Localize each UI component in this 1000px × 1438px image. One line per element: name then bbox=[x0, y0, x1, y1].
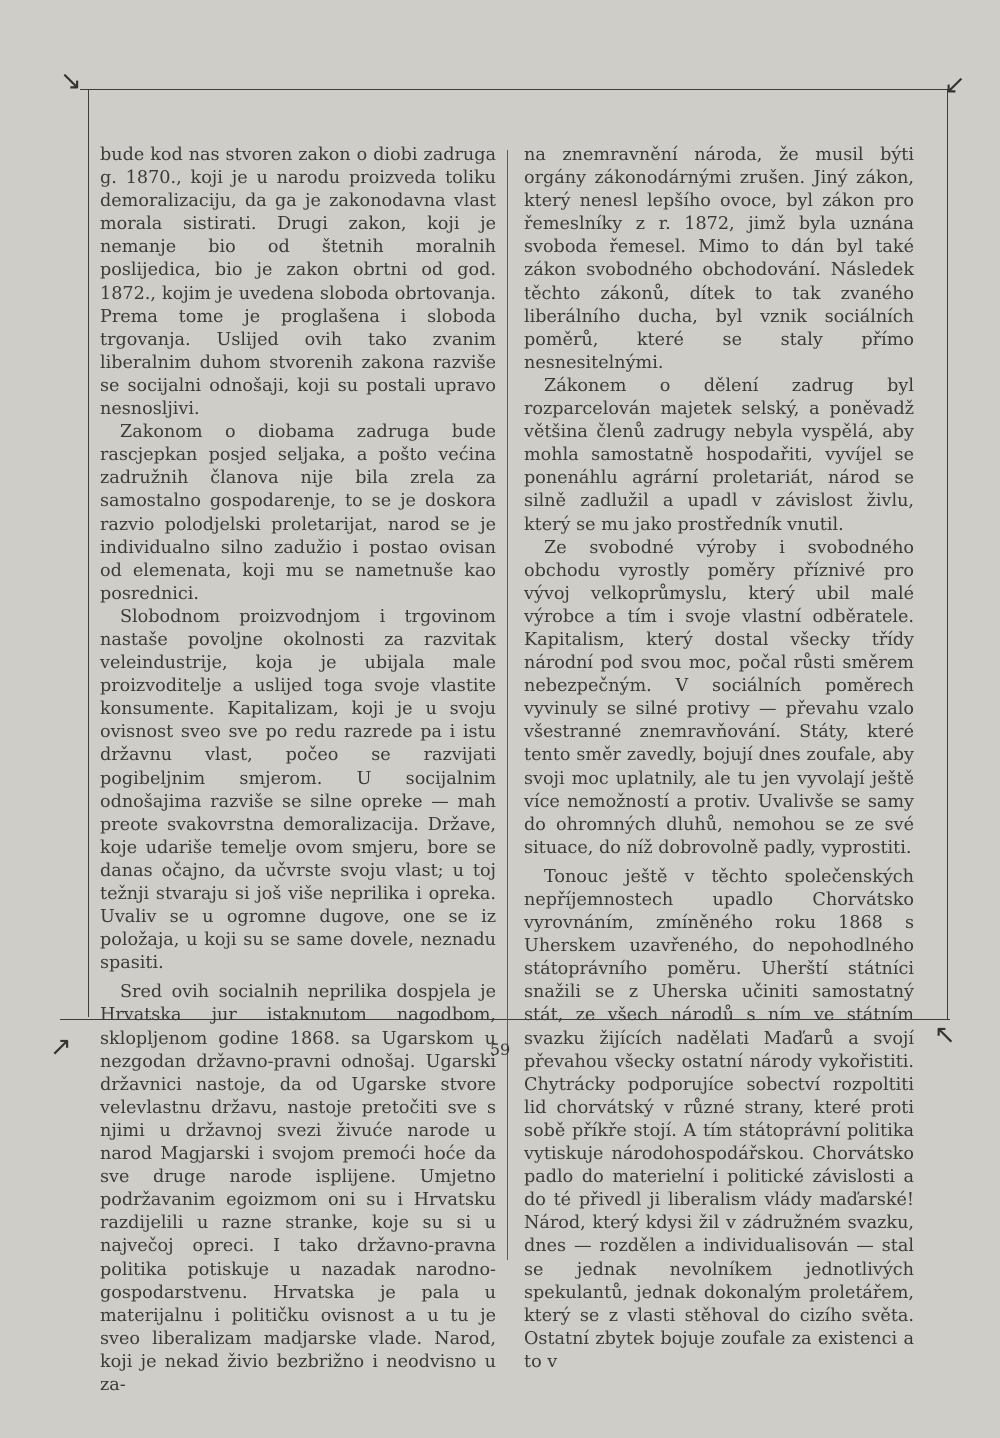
left-paragraph-1: bude kod nas stvoren zakon o diobi zadruga g. 1870., koji je u narodu proizveda toliku demoralizaciju, da ga je zakonodavna vlast morala sistirati. Drugi zakon, koji je nemanje bio od štetnih moralnih poslijedica, bio je zakon obrtni od god. 1872., kojim je uvedena sloboda obrtovanja. Prema tome je proglašena i sloboda trgovanja. Uslijed ovih tako zvanim liberalnim duhom stvorenih zakona razviše se socijalni odnošaji, koji su postali upravo nesnosljivi. bbox=[100, 145, 496, 420]
frame-top-border bbox=[80, 89, 948, 90]
frame-left-border bbox=[88, 89, 89, 1017]
left-column bbox=[100, 144, 496, 1397]
corner-mark-bottom-right: ↖ bbox=[934, 1020, 956, 1050]
right-column bbox=[524, 144, 914, 1374]
left-paragraph-2: Zakonom o diobama zadruga bude rascjepkan posjed seljaka, a pošto većina zadružnih članova nije bila zrela za samostalno gospodarenje, to se je doskora razvio polodjelski proletarijat, narod se je individualno silno zadužio i postao ovisan od elemenata, koji mu se nametnuše kao posrednici. bbox=[100, 422, 496, 604]
left-paragraph-4: Sred ovih socialnih neprilika dospjela je Hrvatska jur istaknutom nagodbom, sklopljenom godine 1868. sa Ugarskom u nezgodan državno-pravni odnošaj. Ugarski državnici nastoje, da od Ugarske stvore velevlastnu državu, nastoje pretočiti sve s njimi u državnoj svezi živuće narode u narod Magjarski i svojom premoći hoće da sve druge narode isplijene. Umjetno podržavanim egoizmom oni su i Hrvatsku razdijelili u razne stranke, koje su si u največoj opreci. I tako državno-pravna politika potiskuje u nazadak narodno-gospodarstvenu. Hrvatska je pala u materijalnu i političku ovisnost a u tu je sveo liberalizam madjarske vlade. Narod, koji je nekad živio bezbrižno i neodvisno u za- bbox=[100, 982, 496, 1395]
page-number: 59 bbox=[489, 1040, 511, 1059]
column-divider bbox=[507, 150, 508, 1260]
frame-right-border bbox=[947, 89, 948, 1019]
corner-mark-bottom-left: ↗ bbox=[50, 1032, 72, 1062]
right-paragraph-3: Ze svobodné výroby i svobodného obchodu vyrostly poměry příznivé pro vývoj velkoprůmyslu, který ubil malé výrobce a tím i svoje vlastní odběratele. Kapitalism, který dostal všecky třídy národní pod svou moc, počal růsti směrem nebezpečným. V sociálních poměrech vyvinuly se silné protivy — převahu vzalo všestranné znemravňování. Státy, které tento směr zavedly, bojují dnes zoufale, aby svoji moc uplatnily, ale tu jen vyvolají ještě více nemožností a protiv. Uvalivše se samy do ohromných dluhů, nemohou se ze své situace, do níž dobrovolně padly, vyprostiti. bbox=[524, 537, 914, 858]
left-paragraph-3: Slobodnom proizvodnjom i trgovinom nastaše povoljne okolnosti za razvitak veleindustrije, koja je ubijala male proizvoditelje a uslijed toga svoje vlastite konsumente. Kapitalizam, koji je u svoju ovisnost sveo sve po redu razrede pa i istu državnu vlast, počeo se razvijati pogibeljnim smjerom. U socijalnim odnošajima razviše se silne opreke — mah preote svakovrstna demoralizacija. Države, koje udariše temelje ovom smjeru, bore se danas očajno, da učvrste svoju vlast; u toj težnji stvaraju si još više neprilika i opreka. Uvaliv se u ogromne dugove, one se iz položaja, u koji su se same dovele, neznadu spasiti. bbox=[100, 606, 496, 974]
right-paragraph-2: Zákonem o dělení zadrug byl rozparcelován majetek selský, a poněvadž většina členů zadrugy nebyla vyspělá, aby mohla samostatně hospodařiti, vyvíjel se ponenáhlu agrární proletariát, národ se silně zadlužil a upadl v závislost živlu, který se mu jako prostředník vnutil. bbox=[524, 375, 914, 535]
corner-mark-top-right: ↙ bbox=[944, 70, 966, 100]
right-paragraph-4: Tonouc ještě v těchto společenských nepříjemnostech upadlo Chorvátsko vyrovnáním, zmíněného roku 1868 s Uherskem uzavřeného, do nepohodlného státoprávního poměru. Uherští státníci snažili se z Uherska učiniti samostatný stát, ze všech národů s ním ve státním svazku žijících nadělati Maďarů a svojí převahou všecky ostatní národy vykořistiti. Chytrácky podporujíce sobectví rozpoltiti lid chorvátský v různé strany, které proti sobě příkře stojí. A tím státoprávní politika vytiskuje národohospodářskou. Chorvátsko padlo do materielní i politické závislosti a do té přivedl ji liberalism vlády maďarské! Národ, který kdysi žil v zádružném svazku, dnes — rozdělen a individualisován — stal se jednak nevolníkem jednotlivých spekulantů, jednak dokonalým proletářem, který se z vlasti stěhoval do cizího světa. Ostatní zbytek bojuje zoufale za existenci a to v bbox=[524, 866, 914, 1372]
corner-mark-top-left: ↘ bbox=[60, 66, 82, 96]
right-paragraph-1: na znemravnění národa, že musil býti orgány zákonodárnými zrušen. Jiný zákon, který nenesl lepšího ovoce, byl zákon pro řemeslníky z r. 1872, jimž byla uznána svoboda řemesel. Mimo to dán byl také zákon svobodného obchodování. Následek těchto zákonů, dítek to tak zvaného liberálního ducha, byl vznik sociálních poměrů, které se staly přímo nesnesitelnými. bbox=[524, 145, 914, 373]
